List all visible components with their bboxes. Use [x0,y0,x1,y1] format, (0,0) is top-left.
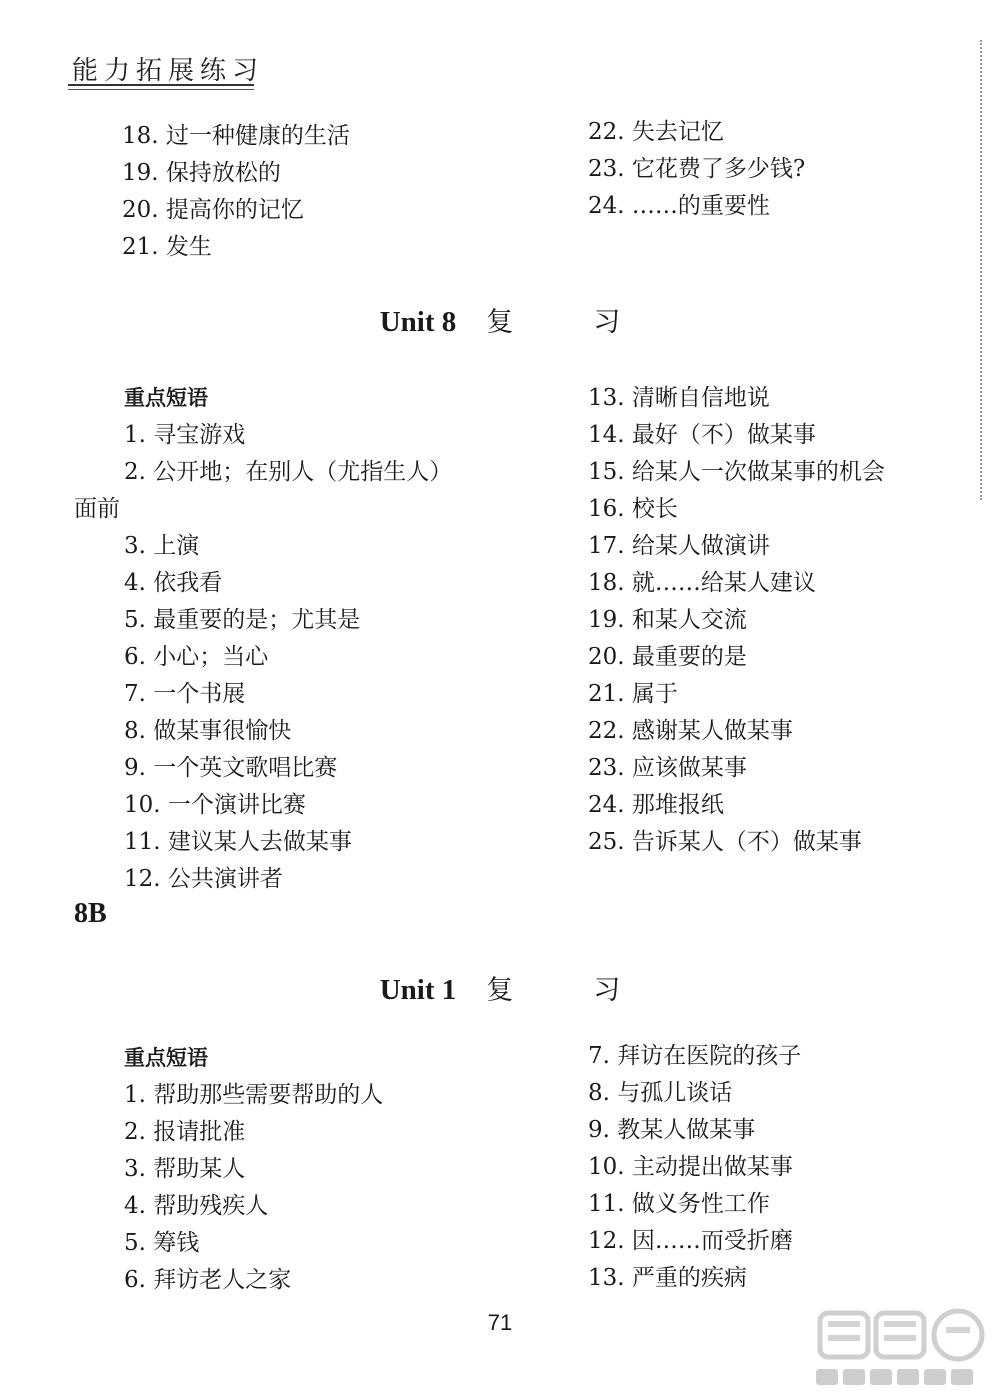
unit8-title-fu: 复 [486,307,514,338]
phrase-item: 21. 属于 [588,681,678,707]
phrase-item: 16. 校长 [588,496,678,522]
phrase-item: 3. 上演 [124,533,200,559]
unit1-right-list [588,1038,801,1297]
unit8-left-list [74,380,453,898]
phrase-item: 12. 公共演讲者 [124,866,283,892]
phrase-item: 7. 一个书展 [124,681,246,707]
phrase-item: 24. ……的重要性 [588,193,770,219]
phrase-item: 17. 给某人做演讲 [588,533,770,559]
phrase-item: 19. 和某人交流 [588,607,747,633]
phrase-item: 18. 过一种健康的生活 [122,123,350,149]
unit8-title [0,300,1000,339]
unit1-left-list [124,1040,383,1299]
phrase-item: 24. 那堆报纸 [588,792,724,818]
phrase-item: 8. 做某事很愉快 [124,718,292,744]
running-header: 能力拓展练习 [72,56,265,86]
grade-heading: 8B [74,898,107,929]
header-rule-thin [68,89,254,90]
phrase-item: 3. 帮助某人 [124,1156,246,1182]
phrase-item: 14. 最好（不）做某事 [588,422,816,448]
unit8-right-list [588,380,885,861]
unit8-title-en: Unit 8 [379,306,457,338]
phrase-item: 9. 教某人做某事 [588,1117,756,1143]
unit8-title-xi: 习 [593,307,621,338]
phrase-item: 1. 帮助那些需要帮助的人 [124,1082,384,1108]
unit1-title-en: Unit 1 [379,974,457,1006]
phrase-item: 11. 建议某人去做某事 [124,829,352,855]
phrase-item: 25. 告诉某人（不）做某事 [588,829,862,855]
section-heading: 重点短语 [124,386,208,410]
phrase-item: 19. 保持放松的 [122,160,281,186]
phrase-item: 5. 最重要的是；尤其是 [124,607,361,633]
phrase-item: 20. 提高你的记忆 [122,197,304,223]
phrase-item: 13. 清晰自信地说 [588,385,770,411]
phrase-item: 6. 拜访老人之家 [124,1267,292,1293]
phrase-item: 8. 与孤儿谈话 [588,1080,733,1106]
phrase-item: 15. 给某人一次做某事的机会 [588,459,885,485]
header-rule [68,84,254,86]
top-right-list [588,114,805,225]
phrase-item: 11. 做义务性工作 [588,1191,770,1217]
watermark-logo [810,1305,995,1390]
phrase-item: 12. 因……而受折磨 [588,1228,793,1254]
phrase-item: 23. 应该做某事 [588,755,747,781]
phrase-item: 22. 感谢某人做某事 [588,718,793,744]
phrase-item: 10. 一个演讲比赛 [124,792,306,818]
section-heading: 重点短语 [124,1046,208,1070]
phrase-item: 20. 最重要的是 [588,644,747,670]
phrase-item-continued: 面前 [74,496,120,522]
phrase-item: 2. 报请批准 [124,1119,246,1145]
phrase-item: 22. 失去记忆 [588,119,724,145]
page-edge-dots [980,40,982,500]
unit1-title [0,968,1000,1007]
phrase-item: 2. 公开地；在别人（尤指生人） [124,459,453,485]
phrase-item: 10. 主动提出做某事 [588,1154,793,1180]
phrase-item: 23. 它花费了多少钱? [588,156,806,182]
phrase-item: 1. 寻宝游戏 [124,422,246,448]
phrase-item: 21. 发生 [122,234,212,260]
phrase-item: 13. 严重的疾病 [588,1265,747,1291]
unit1-title-xi: 习 [593,975,621,1006]
top-left-list [122,118,350,266]
unit1-title-fu: 复 [486,975,514,1006]
phrase-item: 4. 帮助残疾人 [124,1193,269,1219]
phrase-item: 18. 就……给某人建议 [588,570,816,596]
phrase-item: 7. 拜访在医院的孩子 [588,1043,802,1069]
page-number: 71 [487,1310,513,1335]
phrase-item: 4. 依我看 [124,570,223,596]
phrase-item: 6. 小心；当心 [124,644,269,670]
phrase-item: 5. 筹钱 [124,1230,200,1256]
phrase-item: 9. 一个英文歌唱比赛 [124,755,338,781]
